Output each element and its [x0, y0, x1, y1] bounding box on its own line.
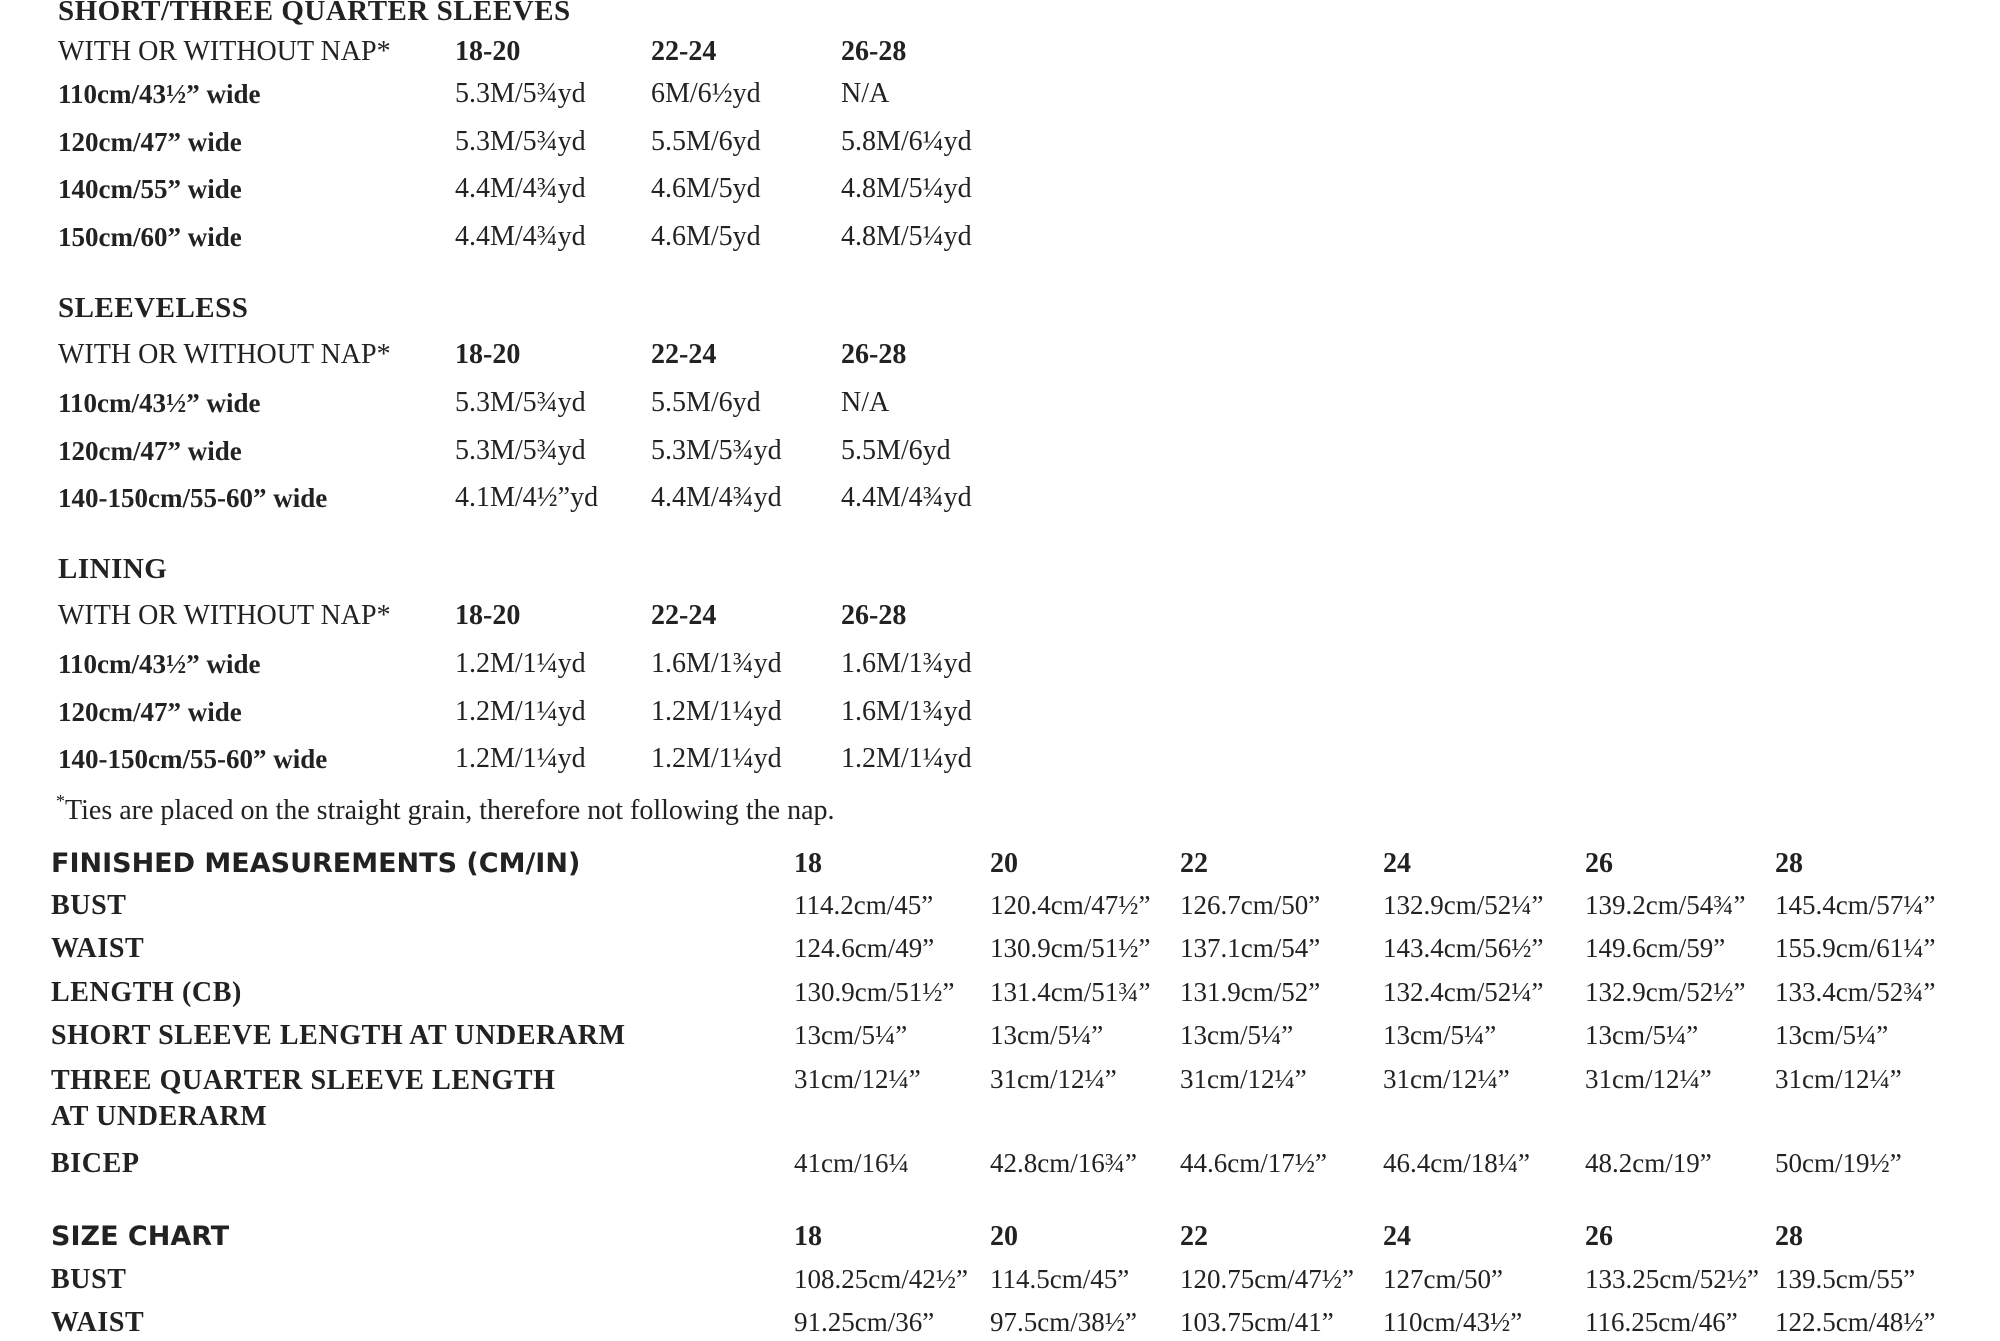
- lining-header-22-24: 22-24: [651, 600, 717, 631]
- lining-cell: 1.6M/1¾yd: [841, 696, 972, 727]
- size-chart-cell: 91.25cm/36”: [794, 1307, 935, 1337]
- short-sleeve-title: SHORT/THREE QUARTER SLEEVES: [58, 0, 571, 27]
- finished-cell: 41cm/16¼: [794, 1148, 909, 1178]
- lining-row-label: 140-150cm/55-60” wide: [58, 744, 328, 774]
- size-chart-cell: 120.75cm/47½”: [1180, 1264, 1354, 1294]
- sleeveless-cell: 4.4M/4¾yd: [841, 482, 972, 513]
- short-sleeve-cell: 4.8M/5¼yd: [841, 221, 972, 252]
- size-chart-cell: 110cm/43½”: [1383, 1307, 1523, 1337]
- sleeveless-nap-label: WITH OR WITHOUT NAP*: [58, 339, 391, 370]
- finished-cell: 137.1cm/54”: [1180, 933, 1321, 963]
- short-sleeve-cell: 4.4M/4¾yd: [455, 221, 586, 252]
- size-chart-header-20: 20: [990, 1221, 1018, 1252]
- short-sleeve-nap-label: WITH OR WITHOUT NAP*: [58, 36, 391, 67]
- size-chart-header-24: 24: [1383, 1221, 1411, 1252]
- finished-cell: 42.8cm/16¾”: [990, 1148, 1137, 1178]
- finished-cell: 120.4cm/47½”: [990, 890, 1151, 920]
- finished-cell: 13cm/5¼”: [1383, 1020, 1497, 1050]
- finished-cell: 13cm/5¼”: [990, 1020, 1104, 1050]
- short-sleeve-cell: 6M/6½yd: [651, 78, 761, 109]
- lining-cell: 1.2M/1¼yd: [455, 648, 586, 679]
- sleeveless-cell: 4.4M/4¾yd: [651, 482, 782, 513]
- lining-cell: 1.2M/1¼yd: [455, 696, 586, 727]
- size-chart-cell: 108.25cm/42½”: [794, 1264, 968, 1294]
- sleeveless-header-22-24: 22-24: [651, 339, 717, 370]
- size-chart-header-26: 26: [1585, 1221, 1613, 1252]
- sleeveless-cell: 5.3M/5¾yd: [651, 435, 782, 466]
- finished-row-label-line-2: AT UNDERARM: [51, 1101, 268, 1132]
- size-chart-row-label: BUST: [51, 1264, 127, 1295]
- short-sleeve-header-22-24: 22-24: [651, 36, 717, 67]
- size-chart-row-label: WAIST: [51, 1307, 145, 1338]
- finished-header-20: 20: [990, 848, 1018, 879]
- short-sleeve-row-label: 140cm/55” wide: [58, 174, 242, 204]
- finished-cell: 46.4cm/18¼”: [1383, 1148, 1530, 1178]
- size-chart-cell: 114.5cm/45”: [990, 1264, 1130, 1294]
- lining-cell: 1.2M/1¼yd: [651, 743, 782, 774]
- finished-cell: 131.4cm/51¾”: [990, 977, 1151, 1007]
- finished-row-label: SHORT SLEEVE LENGTH AT UNDERARM: [51, 1020, 626, 1051]
- sleeveless-header-26-28: 26-28: [841, 339, 907, 370]
- short-sleeve-row-label: 120cm/47” wide: [58, 127, 242, 157]
- finished-header-28: 28: [1775, 848, 1803, 879]
- finished-row-label: BUST: [51, 890, 127, 921]
- sleeveless-header-18-20: 18-20: [455, 339, 521, 370]
- sleeveless-row-label: 110cm/43½” wide: [58, 388, 261, 418]
- sleeveless-cell: N/A: [841, 387, 890, 418]
- short-sleeve-row-label: 110cm/43½” wide: [58, 79, 261, 109]
- short-sleeve-cell: 5.3M/5¾yd: [455, 78, 586, 109]
- short-sleeve-cell: 4.8M/5¼yd: [841, 173, 972, 204]
- finished-cell: 13cm/5¼”: [1585, 1020, 1699, 1050]
- finished-cell: 31cm/12¼”: [1775, 1064, 1902, 1094]
- lining-title: LINING: [58, 553, 168, 585]
- finished-cell: 31cm/12¼”: [794, 1064, 921, 1094]
- sleeveless-cell: 5.5M/6yd: [651, 387, 761, 418]
- finished-cell: 114.2cm/45”: [794, 890, 934, 920]
- size-chart-cell: 103.75cm/41”: [1180, 1307, 1334, 1337]
- finished-cell: 130.9cm/51½”: [990, 933, 1151, 963]
- lining-nap-label: WITH OR WITHOUT NAP*: [58, 600, 391, 631]
- finished-row-label: BICEP: [51, 1148, 140, 1179]
- short-sleeve-header-26-28: 26-28: [841, 36, 907, 67]
- size-chart-cell: 116.25cm/46”: [1585, 1307, 1738, 1337]
- short-sleeve-cell: 5.3M/5¾yd: [455, 126, 586, 157]
- short-sleeve-cell: 4.6M/5yd: [651, 221, 761, 252]
- finished-cell: 130.9cm/51½”: [794, 977, 955, 1007]
- sleeveless-row-label: 140-150cm/55-60” wide: [58, 483, 328, 513]
- size-chart-header-18: 18: [794, 1221, 822, 1252]
- finished-header-24: 24: [1383, 848, 1411, 879]
- lining-header-18-20: 18-20: [455, 600, 521, 631]
- finished-cell: 132.9cm/52¼”: [1383, 890, 1544, 920]
- finished-cell: 124.6cm/49”: [794, 933, 935, 963]
- short-sleeve-cell: 5.5M/6yd: [651, 126, 761, 157]
- finished-cell: 13cm/5¼”: [794, 1020, 908, 1050]
- sleeveless-cell: 5.3M/5¾yd: [455, 435, 586, 466]
- short-sleeve-header-18-20: 18-20: [455, 36, 521, 67]
- short-sleeve-cell: N/A: [841, 78, 890, 109]
- finished-cell: 149.6cm/59”: [1585, 933, 1726, 963]
- finished-row-label-line-1: THREE QUARTER SLEEVE LENGTH: [51, 1065, 556, 1096]
- lining-header-26-28: 26-28: [841, 600, 907, 631]
- footnote-asterisk: *: [56, 791, 65, 811]
- finished-cell: 13cm/5¼”: [1180, 1020, 1294, 1050]
- finished-cell: 132.4cm/52¼”: [1383, 977, 1544, 1007]
- finished-cell: 31cm/12¼”: [1180, 1064, 1307, 1094]
- lining-cell: 1.2M/1¼yd: [841, 743, 972, 774]
- lining-row-label: 110cm/43½” wide: [58, 649, 261, 679]
- size-chart-cell: 139.5cm/55”: [1775, 1264, 1916, 1294]
- sleeveless-title: SLEEVELESS: [58, 292, 249, 324]
- finished-cell: 48.2cm/19”: [1585, 1148, 1712, 1178]
- sleeveless-cell: 5.5M/6yd: [841, 435, 951, 466]
- finished-cell: 31cm/12¼”: [990, 1064, 1117, 1094]
- finished-cell: 50cm/19½”: [1775, 1148, 1902, 1178]
- finished-cell: 145.4cm/57¼”: [1775, 890, 1936, 920]
- finished-cell: 131.9cm/52”: [1180, 977, 1321, 1007]
- footnote-text: Ties are placed on the straight grain, therefore not following the nap.: [65, 795, 835, 826]
- lining-cell: 1.6M/1¾yd: [841, 648, 972, 679]
- short-sleeve-cell: 4.6M/5yd: [651, 173, 761, 204]
- finished-row-label: WAIST: [51, 933, 145, 964]
- size-chart-cell: 122.5cm/48½”: [1775, 1307, 1936, 1337]
- finished-cell: 133.4cm/52¾”: [1775, 977, 1936, 1007]
- finished-cell: 139.2cm/54¾”: [1585, 890, 1746, 920]
- short-sleeve-row-label: 150cm/60” wide: [58, 222, 242, 252]
- lining-cell: 1.2M/1¼yd: [455, 743, 586, 774]
- short-sleeve-cell: 4.4M/4¾yd: [455, 173, 586, 204]
- nap-footnote: [56, 791, 835, 827]
- finished-header-26: 26: [1585, 848, 1613, 879]
- finished-cell: 13cm/5¼”: [1775, 1020, 1889, 1050]
- size-chart-header-28: 28: [1775, 1221, 1803, 1252]
- size-chart-header-22: 22: [1180, 1221, 1208, 1252]
- finished-row-label: LENGTH (CB): [51, 977, 242, 1008]
- finished-cell: 126.7cm/50”: [1180, 890, 1321, 920]
- finished-cell: 44.6cm/17½”: [1180, 1148, 1327, 1178]
- sleeveless-row-label: 120cm/47” wide: [58, 436, 242, 466]
- finished-measurements-title: FINISHED MEASUREMENTS (CM/IN): [51, 848, 581, 879]
- short-sleeve-cell: 5.8M/6¼yd: [841, 126, 972, 157]
- size-chart-cell: 97.5cm/38½”: [990, 1307, 1137, 1337]
- finished-cell: 155.9cm/61¼”: [1775, 933, 1936, 963]
- finished-header-22: 22: [1180, 848, 1208, 879]
- lining-row-label: 120cm/47” wide: [58, 697, 242, 727]
- lining-cell: 1.2M/1¼yd: [651, 696, 782, 727]
- finished-cell: 31cm/12¼”: [1383, 1064, 1510, 1094]
- finished-header-18: 18: [794, 848, 822, 879]
- size-chart-cell: 127cm/50”: [1383, 1264, 1503, 1294]
- size-chart-title: SIZE CHART: [51, 1221, 230, 1252]
- finished-cell: 132.9cm/52½”: [1585, 977, 1746, 1007]
- size-chart-cell: 133.25cm/52½”: [1585, 1264, 1759, 1294]
- sleeveless-cell: 5.3M/5¾yd: [455, 387, 586, 418]
- finished-cell: 31cm/12¼”: [1585, 1064, 1712, 1094]
- finished-cell: 143.4cm/56½”: [1383, 933, 1544, 963]
- lining-cell: 1.6M/1¾yd: [651, 648, 782, 679]
- sleeveless-cell: 4.1M/4½”yd: [455, 482, 599, 513]
